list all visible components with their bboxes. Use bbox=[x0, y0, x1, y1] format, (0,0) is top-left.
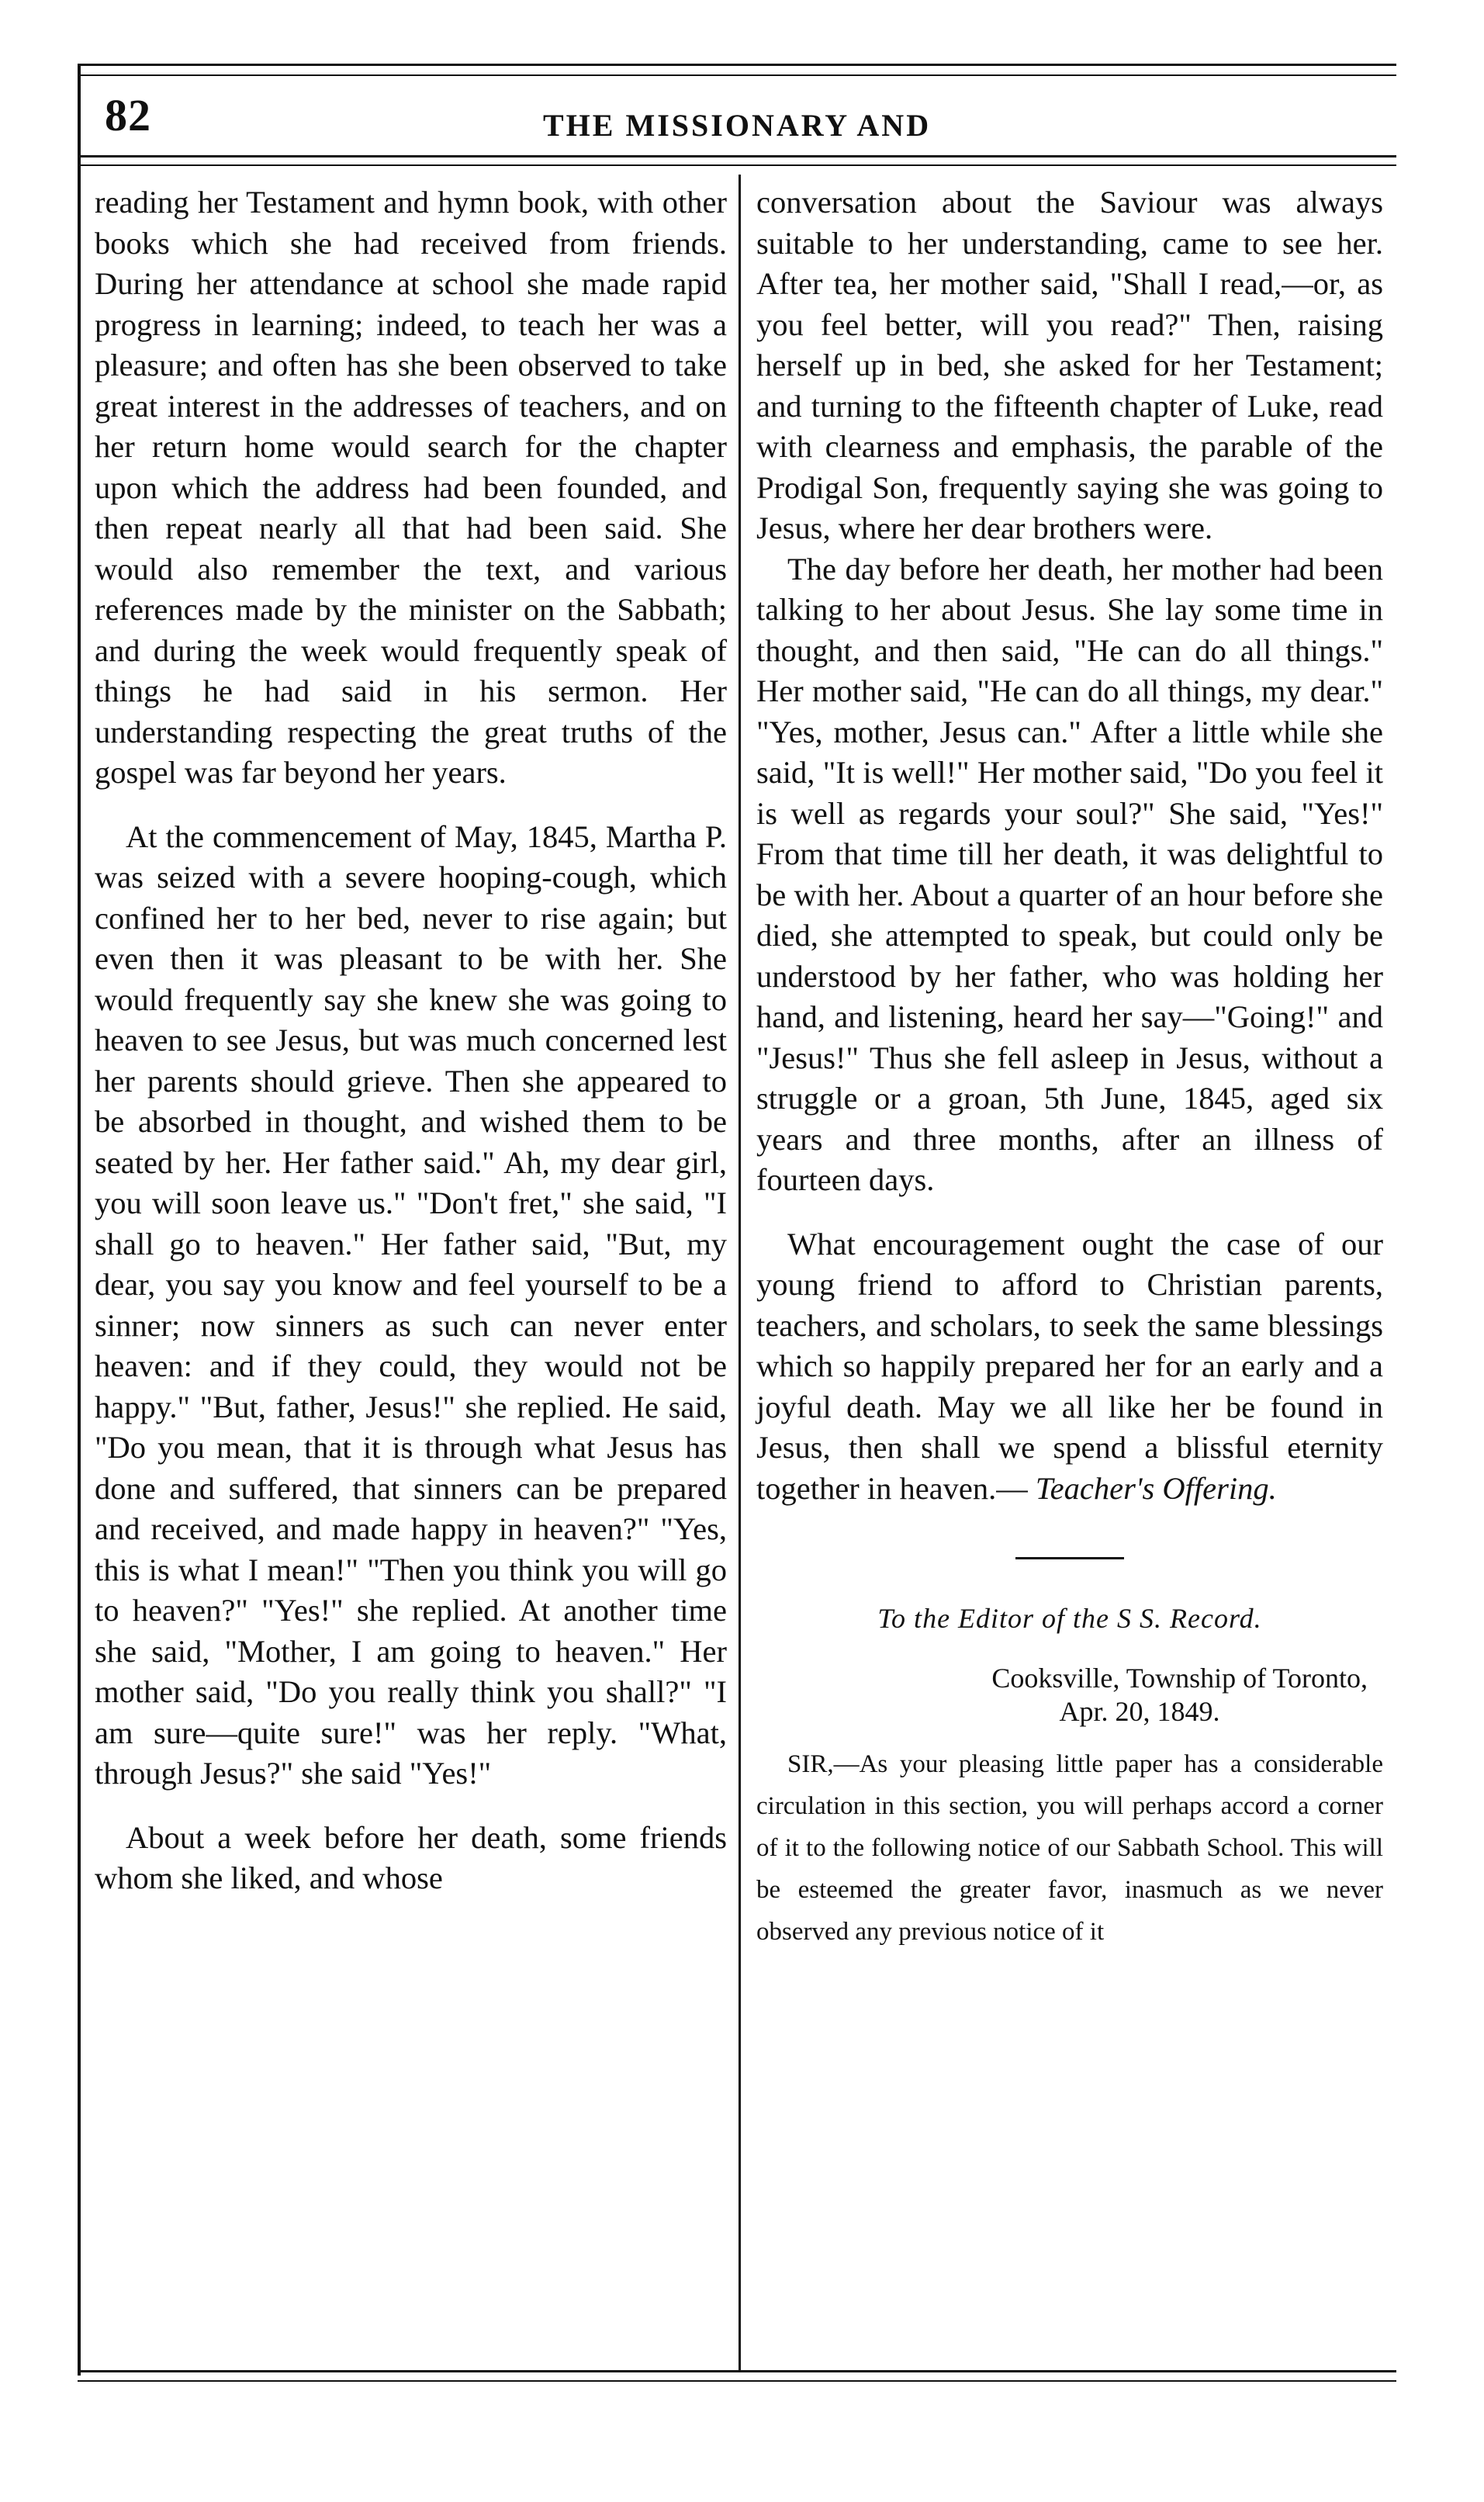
paragraph-text: What encouragement ought the case of our young friend to afford to Christian parents, teachers, and scholars, to seek the same blessings which so happily prepared her for an early and a joyful death. May we all like her be found in Jesus, then shall we spend a blissful eternity together in heaven.— bbox=[756, 1226, 1383, 1506]
paragraph: The day before her death, her mother had been talking to her about Jesus. She lay some time in thought, and then said, "He can do all things." Her mother said, "He can do all things, my dear." "Yes, mother, Jesus can." After a little while she said, "It is well!" Her mother said, "Do you feel it is well as regards your soul?" She said, "Yes!" From that time till her death, it was delightful to be with her. About a quarter of an hour before she died, she attempted to speak, but could only be understood by her father, who was holding her hand, and listening, heard her say—"Going!" and "Jesus!" Thus she fell asleep in Jesus, without a struggle or a groan, 5th June, 1845, aged six years and three months, after an illness of fourteen days. bbox=[756, 551, 1383, 1197]
paragraph: At the commencement of May, 1845, Martha P. was seized with a severe hooping-cough, which confined her to her bed, never to rise again; but even then it was pleasant to be with her. She would frequently say she knew she was going to heaven to see Jesus, but was much concerned lest her parents should grieve. Then she appeared to be absorbed in thought, and wished them to be seated by her. Her father said." Ah, my dear girl, you will soon leave us." "Don't fret," she said, "I shall go to heaven." Her father said, "But, my dear, you say you know and feel yourself to be a sinner; now sinners as such can never enter heaven: and if they could, they would not be happy." "But, father, Jesus!" she replied. He said, "Do you mean, that it is through what Jesus has done and suffered, that sinners can be prepared and received, and made happy in heaven?" "Yes, this is what I mean!" "Then you think you will go to heaven?" "Yes!" she replied. At another time she said, "Mother, I am going to heaven." Her mother said, "Do you really think you shall?" "I am sure—quite sure!" was her reply. "What, through Jesus?" she said "Yes!" bbox=[95, 818, 727, 1791]
top-border-rule bbox=[78, 64, 1396, 66]
top-border-rule-thin bbox=[78, 74, 1396, 76]
letter-date: Apr. 20, 1849. bbox=[1059, 1695, 1220, 1727]
left-column bbox=[95, 182, 727, 1899]
left-border-rule bbox=[78, 64, 81, 2376]
paragraph: About a week before her death, some friends whom she liked, and whose bbox=[95, 1819, 727, 1895]
right-column bbox=[756, 182, 1383, 1953]
page-number: 82 bbox=[105, 90, 151, 140]
column-divider bbox=[739, 175, 741, 2370]
paragraph: conversation about the Saviour was always suitable to her understanding, came to see her. After tea, her mother said, "Shall I read,—or, as you feel better, will you read?" Then, raising herself up in bed, she asked for her Testament; and turning to the fifteenth chapter of Luke, read with clearness and emphasis, the parable of the Prodigal Son, frequently saying she was going to Jesus, where her dear brothers were. bbox=[756, 185, 1383, 545]
header-rule bbox=[78, 155, 1396, 157]
running-title: THE MISSIONARY AND bbox=[543, 108, 932, 143]
header-rule-thin bbox=[78, 164, 1396, 166]
letter-place: Cooksville, Township of Toronto, bbox=[991, 1662, 1368, 1694]
source-attribution: Teacher's Offering. bbox=[1035, 1470, 1277, 1506]
bottom-border-rule bbox=[78, 2370, 1396, 2372]
bottom-border-rule-thin bbox=[78, 2380, 1396, 2382]
paragraph: reading her Testament and hymn book, with other books which she had received from friends. During her attendance at school she made rapid progress in learning; indeed, to teach her was a pleasure; and often has she been observed to take great interest in the addresses of teachers, and on her return home would search for the chapter upon which the address had been founded, and then repeat nearly all that had been said. She would also remember the text, and various references made by the minister on the Sabbath; and during the week would frequently speak of things he had said in his sermon. Her understanding respecting the great truths of the gospel was far beyond her years. bbox=[95, 185, 727, 790]
letter-body: SIR,—As your pleasing little paper has a considerable circulation in this section, you will perhaps accord a corner of it to the following notice of our Sabbath School. This will be esteemed the greater favor, inasmuch as we never observed any previous notice of it bbox=[756, 1749, 1383, 1946]
letter-heading: To the Editor of the S S. Record. bbox=[877, 1603, 1262, 1634]
paragraph bbox=[756, 1224, 1383, 1510]
section-divider bbox=[1015, 1557, 1124, 1559]
